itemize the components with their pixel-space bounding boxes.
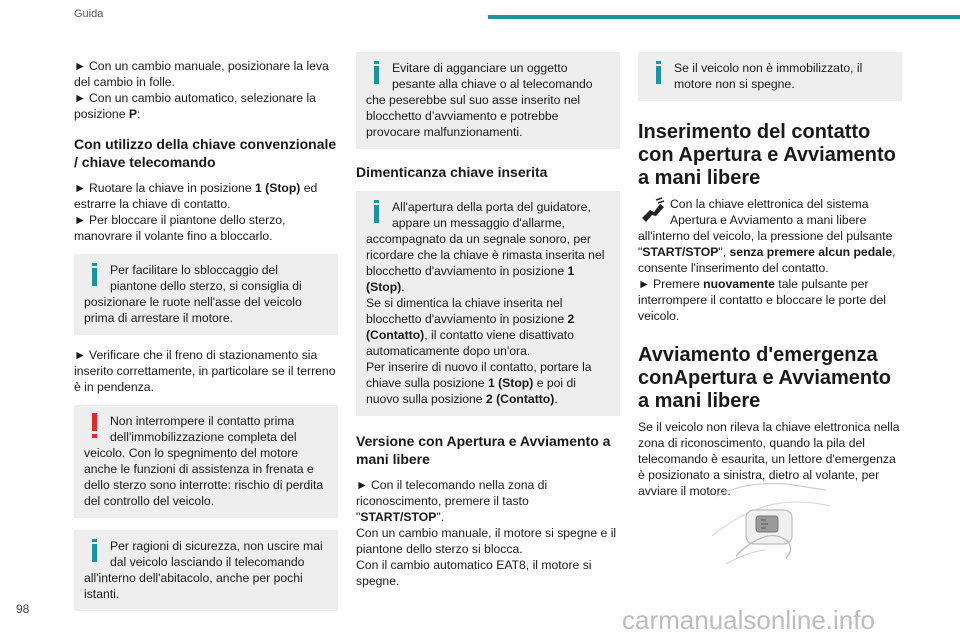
section-heading: Inserimento del contatto con Apertura e Avviamento a mani libere: [638, 121, 896, 189]
arrow-bullet-icon: ►: [74, 348, 87, 362]
paragraph: ► Ruotare la chiave in posizione 1 (Stop) ed estrarre la chiave di contatto.: [74, 181, 318, 211]
note-text: Per ragioni di sicurezza, non uscire mai dal veicolo lasciando il telecomando all'interno dell'abitacolo, anche per pochi istanti.: [84, 539, 323, 601]
section-heading: Avviamento d'emergenza conApertura e Avviamento a mani libere: [638, 344, 892, 412]
arrow-bullet-icon: ►: [356, 478, 369, 492]
arrow-bullet-icon: ►: [638, 277, 651, 291]
watermark: carmanualsonline.info: [622, 605, 875, 635]
paragraph: ► Con un cambio automatico, selezionare la posizione P:: [74, 91, 316, 121]
paragraph: ► Per bloccare il piantone dello sterzo, manovrare il volante fino a bloccarlo.: [74, 213, 286, 243]
section-heading: Dimenticanza chiave inserita: [356, 164, 548, 180]
info-icon: [84, 262, 110, 292]
paragraph: Con un cambio manuale, il motore si spegne e il piantone dello sterzo si blocca.: [356, 526, 617, 556]
info-icon: [366, 60, 392, 90]
warning-note: [74, 405, 338, 518]
note-text: Se il veicolo non è immobilizzato, il motore non si spegne.: [674, 61, 863, 91]
info-note: All'apertura della porta del guidatore, appare un messaggio d'allarme, accompagnato da un segnale sonoro, per ricordare che la chiave è rimasta inserita nel blocchetto d'avviamento in posizione 1 (Stop). Se si dimentica la chiave inserita nel blocchetto d'avviamento in posizione 2 (Contatto), il contatto viene disattivato automaticamente dopo un'ora. Per inserire di nuovo il contatto, portare la chiave sulla posizione 1 (Stop) e poi di nuovo sulla posizione 2 (Contatto).: [356, 191, 620, 416]
warning-icon: [84, 413, 110, 443]
paragraph: Con la chiave elettronica del sistema Apertura e Avviamento a mani libere all'interno del veicolo, la pressione del pulsante "START/STOP", senza premere alcun pedale, consente l'inserimento del contatto.: [638, 197, 896, 275]
section-heading: Con utilizzo della chiave convenzionale / chiave telecomando: [74, 136, 337, 170]
info-note: [74, 530, 338, 611]
paragraph: Con il cambio automatico EAT8, il motore si spegne.: [356, 558, 592, 588]
arrow-bullet-icon: ►: [74, 181, 87, 195]
note-text: Per facilitare lo sbloccaggio del piantone dello sterzo, si consiglia di posizionare le ruote nell'asse del veicolo prima di arrestare il motore.: [84, 263, 302, 325]
info-note: [356, 52, 620, 149]
paragraph: ► Premere nuovamente tale pulsante per interrompere il contatto e bloccare le porte del veicolo.: [638, 277, 886, 323]
info-note: [74, 254, 338, 335]
info-icon: [84, 538, 110, 568]
paragraph: ► Con il telecomando nella zona di riconoscimento, premere il tasto "START/STOP".: [356, 478, 548, 524]
column-1: [74, 58, 338, 623]
info-note: [638, 52, 902, 101]
arrow-bullet-icon: ►: [74, 59, 87, 73]
note-text: Evitare di agganciare un oggetto pesante alla chiave o al telecomando che peserebbe sul suo asse inserito nel blocchetto d’avviamento e potrebbe provocare malfunzionamenti.: [366, 61, 593, 139]
column-3: [638, 52, 902, 499]
paragraph: Se il veicolo non rileva la chiave elettronica nella zona di riconoscimento, quando la pila del telecomando è esaurita, un lettore d'emergenza è posizionato a sinistra, dietro al volante, per avviare il motore.: [638, 420, 900, 498]
header-accent-bar: [488, 15, 960, 19]
info-icon: [366, 199, 392, 229]
hand-keyfob-icon: [638, 196, 668, 226]
page-number: 98: [16, 602, 30, 616]
arrow-bullet-icon: ►: [74, 91, 87, 105]
paragraph: ► Con un cambio manuale, posizionare la leva del cambio in folle.: [74, 59, 329, 89]
emergency-reader-illustration: [706, 476, 834, 570]
note-text: Non interrompere il contatto prima dell'immobilizzazione completa del veicolo. Con lo spegnimento del motore anche le funzioni di assistenza in frenata e dello sterzo sono interrotte: rischio di perdita del controllo del veicolo.: [84, 414, 324, 508]
header-title: Guida: [74, 8, 104, 20]
column-2: [356, 52, 620, 589]
section-heading: Versione con Apertura e Avviamento a mani libere: [356, 433, 611, 467]
paragraph: ► Verificare che il freno di stazionamento sia inserito correttamente, in particolare se il terreno è in pendenza.: [74, 348, 336, 394]
arrow-bullet-icon: ►: [74, 213, 87, 227]
info-icon: [648, 60, 674, 90]
